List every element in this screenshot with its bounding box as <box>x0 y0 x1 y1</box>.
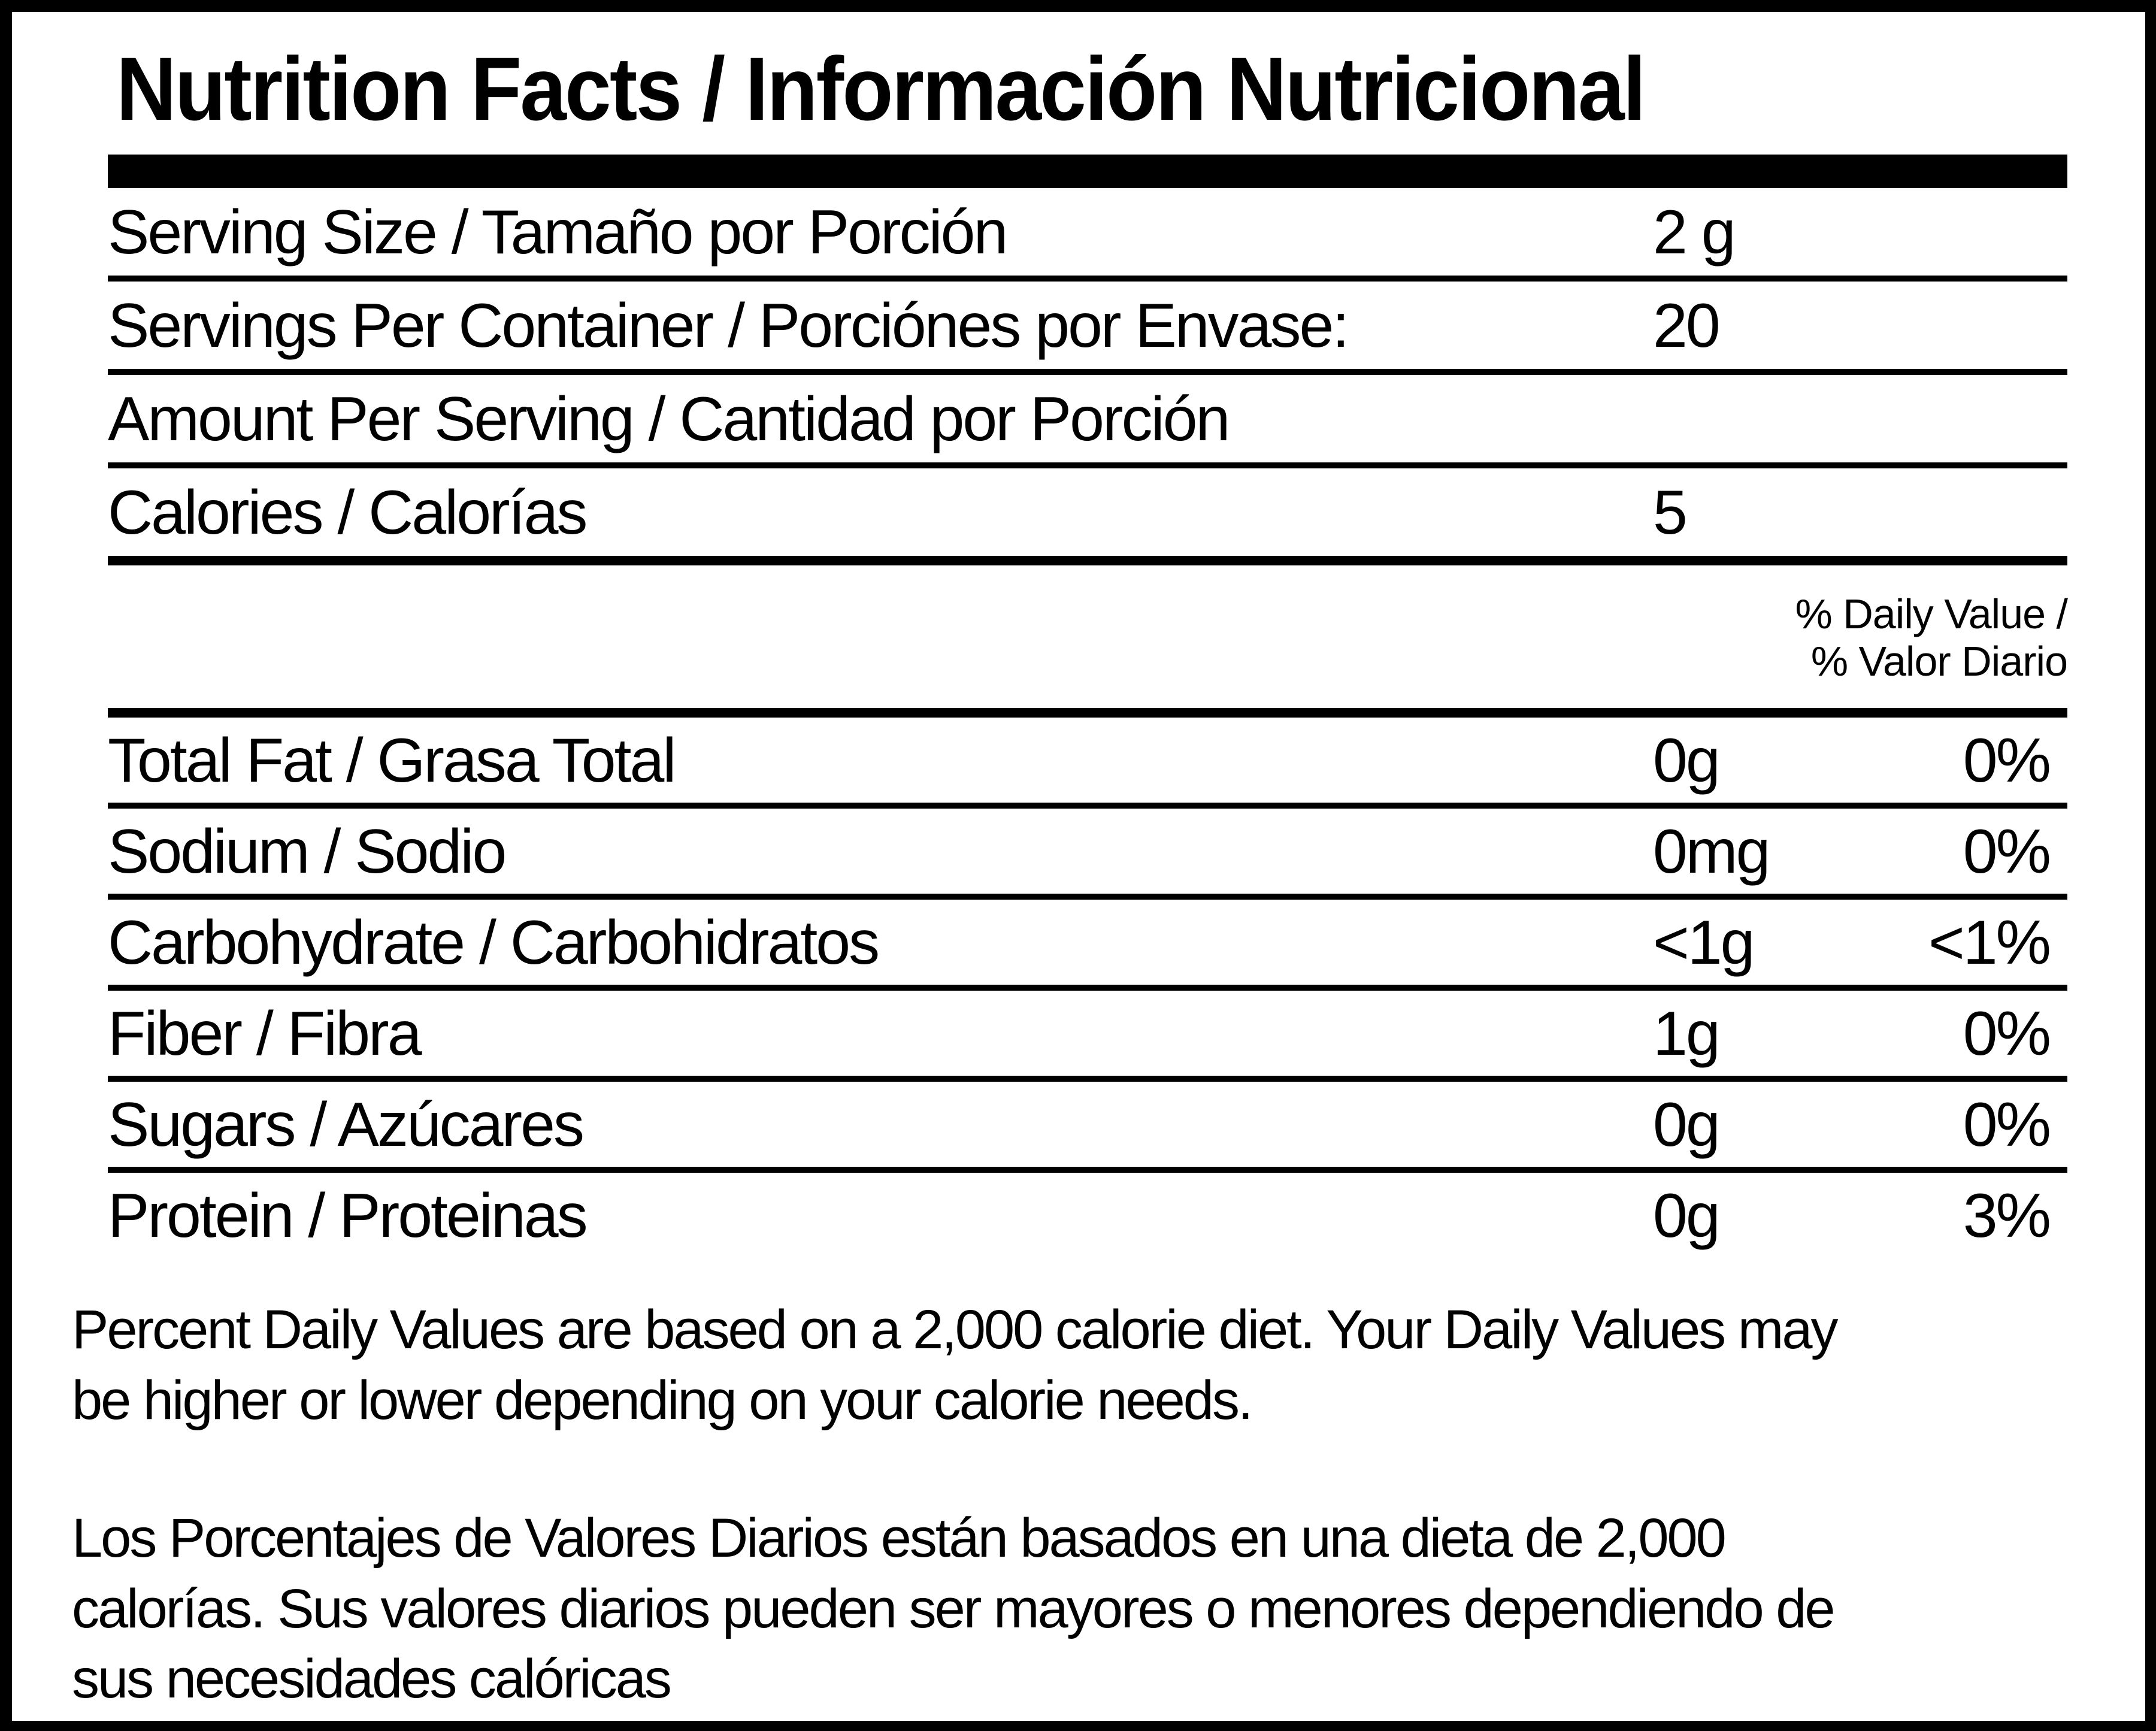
sodium-label: Sodium / Sodio <box>108 817 505 887</box>
servings-per-container-value: 20 <box>1653 290 1719 361</box>
calories-label: Calories / Calorías <box>108 477 586 547</box>
protein-dv: 3% <box>1963 1181 2049 1251</box>
carbohydrate-row <box>108 900 2067 991</box>
calories-row <box>108 468 2067 565</box>
total-fat-dv: 0% <box>1963 726 2049 795</box>
fiber-row <box>108 991 2067 1082</box>
fiber-dv: 0% <box>1963 999 2049 1069</box>
serving-size-label: Serving Size / Tamaño por Porción <box>108 197 1007 267</box>
serving-size-value: 2 g <box>1653 197 1734 267</box>
daily-value-header-line1: % Daily Value / <box>1795 590 2067 637</box>
total-fat-label: Total Fat / Grasa Total <box>108 726 675 795</box>
protein-label: Protein / Proteinas <box>108 1181 586 1251</box>
carbohydrate-dv: <1% <box>1928 908 2049 978</box>
footnote-english: Percent Daily Values are based on a 2,000 calorie diet. Your Daily Values may be higher or lower depending on your calorie needs. <box>72 1299 1837 1432</box>
total-fat-row <box>108 718 2067 809</box>
servings-per-container-row <box>108 282 2067 375</box>
footnotes-section <box>72 1258 2085 1715</box>
servings-per-container-label: Servings Per Container / Porciónes por Envase: <box>108 290 1348 361</box>
daily-value-header <box>108 565 2067 708</box>
carbohydrate-amount: <1g <box>1653 908 1754 978</box>
sugars-row <box>108 1082 2067 1173</box>
footnote-spanish: Los Porcentajes de Valores Diarios están basados en una dieta de 2,000 calorías. Sus valores diarios pueden ser mayores o menores dependiendo de sus necesidades calóricas <box>72 1507 1834 1710</box>
amount-per-serving-label: Amount Per Serving / Cantidad por Porción <box>108 384 1229 454</box>
protein-row <box>108 1173 2067 1258</box>
sodium-row <box>108 809 2067 900</box>
fiber-label: Fiber / Fibra <box>108 999 420 1069</box>
fiber-amount: 1g <box>1653 999 1719 1069</box>
sugars-amount: 0g <box>1653 1090 1719 1160</box>
daily-value-divider <box>108 708 2067 718</box>
title-divider-bar <box>108 155 2067 188</box>
sugars-label: Sugars / Azúcares <box>108 1090 583 1160</box>
protein-amount: 0g <box>1653 1181 1719 1251</box>
label-title: Nutrition Facts / Información Nutricional <box>116 38 1645 139</box>
sodium-dv: 0% <box>1963 817 2049 887</box>
carbohydrate-label: Carbohydrate / Carbohidratos <box>108 908 879 978</box>
daily-value-header-line2: % Valor Diario <box>1810 637 2067 685</box>
amount-per-serving-row <box>108 375 2067 468</box>
sugars-dv: 0% <box>1963 1090 2049 1160</box>
nutrition-label-inner <box>12 12 2145 1721</box>
calories-value: 5 <box>1653 477 1686 547</box>
serving-size-row <box>108 188 2067 282</box>
sodium-amount: 0mg <box>1653 817 1769 887</box>
total-fat-amount: 0g <box>1653 726 1719 795</box>
